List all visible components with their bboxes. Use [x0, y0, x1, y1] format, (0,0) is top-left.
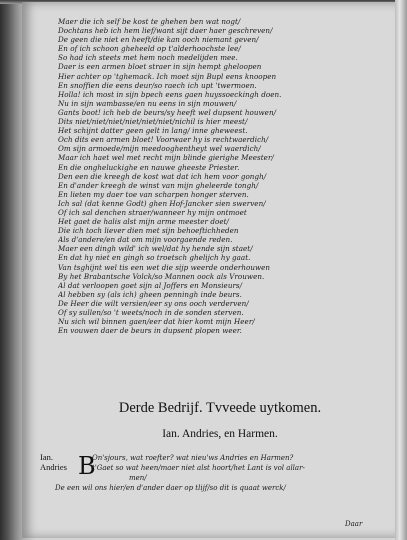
verse-line: Maer een dingh wild' ich wel/dat hy hende sijn staet/ [58, 244, 253, 254]
verse-line: Al dat verloopen goet sijn al Joffers en Monsieurs/ [58, 280, 243, 290]
verse-line: Om sijn armoede/mijn meedooghentheyt wel waerdich/ [58, 144, 261, 154]
verse-line: En d'ander kreegh de winst van mijn gheleerde tongh/ [58, 180, 259, 190]
verse-line: Gants boot! ich heb de beurs/sy heeft wel dupsent houwen/ [58, 107, 277, 117]
verse-line: So had ich steets met hem noch medelijden mee. [58, 53, 238, 63]
verse-line: De Heer die wilt versien/eer sy ons ooch verderven/ [58, 298, 249, 308]
page-right-edge [395, 0, 407, 540]
dialogue-line: men/ [129, 474, 147, 482]
verse-line: Ich sal (dat kenne Godt) ghen Hof-Jancker sien swerven/ [58, 198, 266, 208]
verse-line: En of ich schoon gheheeld op t'alderhoochste lee/ [58, 44, 241, 54]
verse-line: Al hebben sy (als ich) gheen penningh inde beurs. [58, 289, 242, 299]
verse-block [58, 17, 366, 393]
verse-line: Het gaet de halis alst mijn arme meester doet/ [58, 217, 229, 227]
verse-line: Maer die ich self be kost te ghehen ben wat nogt/ [58, 17, 241, 26]
verse-line: Als d'andere/en dat om mijn voorgaende reden. [58, 235, 233, 245]
verse-line: En lieten my daer toe van scharpen honger sterven. [58, 189, 249, 199]
verse-line: Of ich sal denchen straer/wanneer hy mijn ontmoet [58, 207, 247, 217]
catchword: Daar [345, 520, 363, 528]
verse-line: Den een die kreegh de kost wat dat ich hem voor gongh/ [58, 171, 267, 181]
verse-line: En dat hy niet en gingh so troetsch ghelijch hy gaat. [58, 253, 251, 263]
verse-line: Maar ich haet wel met recht mijn blinde gierighe Meester/ [58, 153, 274, 163]
drop-cap: B [78, 452, 96, 480]
act-heading: Derde Bedrijf. Tvveede uytkomen. [118, 400, 322, 416]
verse-line: En vouwen daer de beurs in dupsent plopen weer. [58, 326, 242, 336]
verse-line: Dits niet/niet/niet/niet/niet/niet/nichil is hier meest/ [58, 117, 248, 127]
verse-line: De geen die niet en heeft/die kan ooch niemant geven/ [58, 35, 259, 45]
verse-line: Hier achter op 'tghemack. Ich moet sijn Bupl eens knoopen [58, 71, 277, 81]
verse-line: En die ongheluckighe en nauwe gheeste Priester. [58, 162, 240, 172]
verse-line: Nu in sijn wambasse/en nu eens in sijn mouwen/ [58, 98, 237, 108]
dialogue-line: t'Gaet so wat heen/maer niet alst hoort/het Lant is vol allar- [92, 464, 305, 472]
dialogue-block [55, 453, 377, 493]
verse-line: Het schijnt datter geen gelt in lang/ inne gheweest. [58, 126, 248, 136]
verse-line: Daer is een armen bloet straer in sijn hempt gheloopen [58, 62, 262, 72]
verse-line: Of sy sullen/so 't weets/noch in de sonden sterven. [58, 308, 244, 317]
verse-line: Die ich toch liever dien met sijn behoeftichheden [58, 226, 239, 236]
verse-line: Van tsghijnt wel tis een wet die sijp weerde onderhouwen [58, 262, 271, 272]
dialogue-line: On'sjours, wat roefter? wat nieu'ws Andries en Harmen? [92, 454, 294, 462]
verse-line: By het Brabantsche Volck/so Mannen oock als Vrouwen. [58, 271, 265, 281]
dialogue-line: De een wil ons hier/en d'ander daer op tlijf/so dit is quaat werck/ [55, 484, 286, 492]
speaker-name-1: Ian. [40, 452, 53, 462]
verse-line: Dochtans heb ich hem lief/want sijt daer haer geschreven/ [58, 26, 273, 36]
cast-line: Ian. Andries, en Harmen. [162, 428, 278, 440]
verse-line: Holla! ich most in sijn bpech eens gaen huyssoeckingh doen. [58, 89, 282, 99]
verse-line: En snoffien die eens deur/so raech ich upt 'twermoen. [58, 80, 257, 90]
verse-line: Nu sich wil binnen gaen/eer dat hier komt mijn Heer/ [58, 317, 255, 327]
speaker-label [40, 452, 67, 472]
speaker-name-2: Andries [40, 462, 67, 472]
verse-line: Och dits een armen bloet! Voorwaer hy is rechtwaerdich/ [58, 135, 269, 145]
